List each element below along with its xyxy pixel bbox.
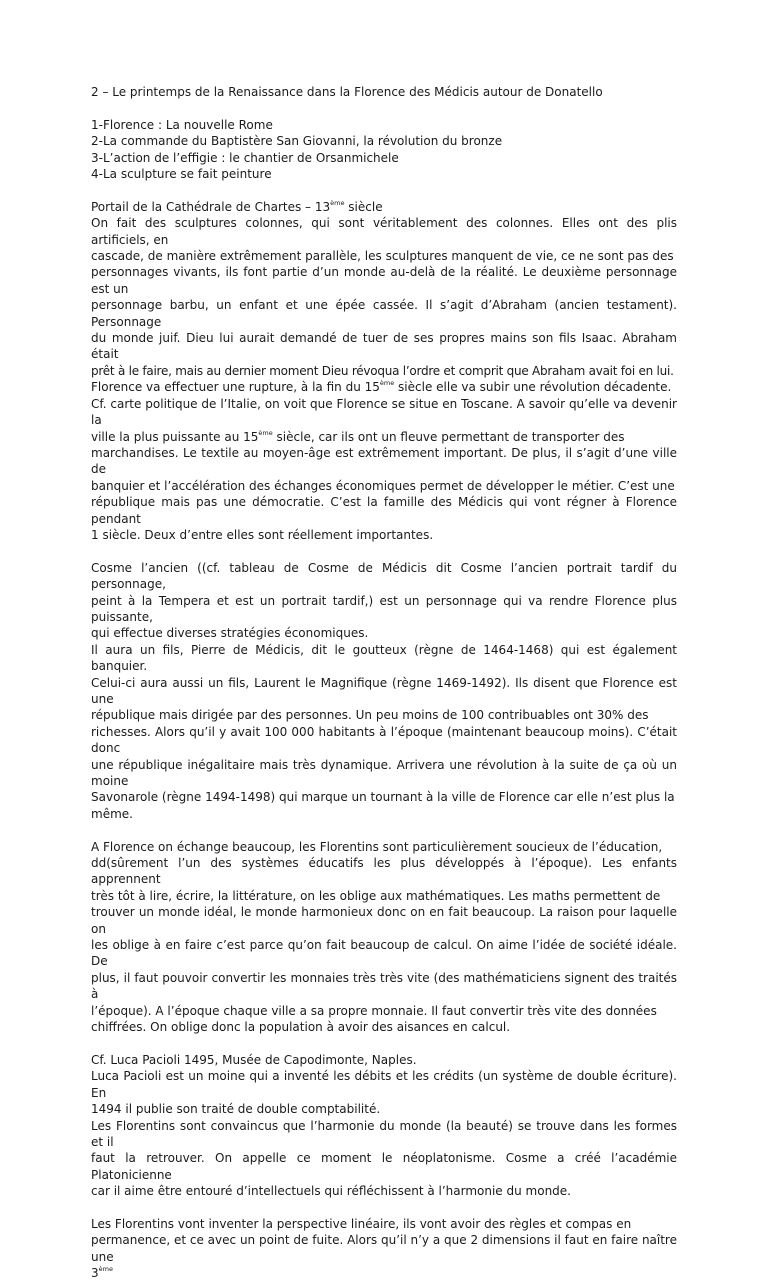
text-line: Cf. carte politique de l’Italie, on voit que Florence se situe en Toscane. A savoir qu’elle va devenir la — [91, 396, 677, 428]
text-line: république mais dirigée par des personnes. Un peu moins de 100 contribuables ont 30% des — [91, 708, 649, 723]
document-page — [91, 84, 677, 1282]
text-line: dd(sûrement l’un des systèmes éducatifs les plus développés à l’époque). Les enfants apprennent — [91, 856, 677, 887]
paragraph-neoplatonisme — [91, 1118, 677, 1200]
outline-item: 1-Florence : La nouvelle Rome — [91, 117, 273, 132]
outline-item: 2-La commande du Baptistère San Giovanni, la révolution du bronze — [91, 134, 503, 149]
text-line: 1494 il publie son traité de double comptabilité. — [91, 1102, 381, 1117]
text-line: qui effectue diverses stratégies économiques. — [91, 626, 369, 641]
paragraph-carte-politique — [91, 396, 677, 544]
text-line: trouver un monde idéal, le monde harmonieux donc on en fait beaucoup. La raison pour laquelle on — [91, 905, 677, 936]
text-line: république mais pas une démocratie. C’est la famille des Médicis qui vont régner à Florence pendant — [91, 495, 677, 526]
text-line: On fait des sculptures colonnes, qui sont véritablement des colonnes. Elles ont des plis artificiels, en — [91, 216, 677, 247]
text-line: Savonarole (règne 1494-1498) qui marque un tournant à la ville de Florence car elle n’est plus la — [91, 790, 675, 805]
document-heading: 2 – Le printemps de la Renaissance dans la Florence des Médicis autour de Donatello — [91, 85, 603, 99]
text-line: prêt à le faire, mais au dernier moment Dieu révoqua l’ordre et comprit que Abraham avait foi en lui. — [91, 363, 674, 378]
outline-item: 4-La sculpture se fait peinture — [91, 167, 272, 182]
text-line: chiffrées. On oblige donc la population à avoir des aisances en calcul. — [91, 1020, 511, 1035]
text-line: peint à la Tempera et est un portrait tardif,) est un personnage qui va rendre Florence plus puissante, — [91, 593, 677, 624]
text-line: personnages vivants, ils font partie d’un monde au-delà de la réalité. Le deuxième personnage est un — [91, 265, 677, 296]
outline-item: 3-L’action de l’effigie : le chantier de Orsanmichele — [91, 150, 399, 165]
text-line: l’époque). A l’époque chaque ville a sa propre monnaie. Il faut convertir très vite des données — [91, 1003, 657, 1018]
paragraph-medicis — [91, 642, 677, 822]
text-line: plus, il faut pouvoir convertir les monnaies très très vite (des mathématiciens signent des traités à — [91, 970, 677, 1002]
paragraph-portail — [91, 215, 677, 379]
reference-pacioli: Cf. Luca Pacioli 1495, Musée de Capodimonte, Naples. — [91, 1052, 417, 1067]
text-line: Les Florentins sont convaincus que l’harmonie du monde (la beauté) se trouve dans les formes et il — [91, 1118, 677, 1149]
paragraph-cosme — [91, 560, 677, 642]
text-line: banquier et l’accélération des échanges économiques permet de développer le métier. C’est une — [91, 478, 675, 493]
text-line: faut la retrouver. On appelle ce moment le néoplatonisme. Cosme a créé l’académie Platonicienne — [91, 1151, 677, 1182]
paragraph-perspective — [91, 1216, 677, 1282]
text-line: Celui-ci aura aussi un fils, Laurent le Magnifique (règne 1469-1492). Ils disent que Florence est une — [91, 675, 677, 706]
text-line: richesses. Alors qu’il y avait 100 000 habitants à l’époque (maintenant beaucoup moins). C’était donc — [91, 724, 677, 756]
paragraph-rupture: Florence va effectuer une rupture, à la fin du 15ème siècle elle va subir une révolution décadente. — [91, 379, 672, 395]
text-line: très tôt à lire, écrire, la littérature, on les oblige aux mathématiques. Les maths permettent de — [91, 888, 661, 903]
text-line: personnage barbu, un enfant et une épée cassée. Il s’agit d’Abraham (ancien testament). Personnage — [91, 298, 677, 329]
paragraph-pacioli — [91, 1068, 677, 1117]
text-line: ville la plus puissante au 15ème siècle, car ils ont un fleuve permettant de transporter des — [91, 428, 625, 444]
section-title-portail: Portail de la Cathédrale de Chartes – 13ème siècle — [91, 198, 383, 214]
text-line: une république inégalitaire mais très dynamique. Arrivera une révolution à la suite de ça où un moine — [91, 757, 677, 789]
text-line: A Florence on échange beaucoup, les Florentins sont particulièrement soucieux de l’éducation, — [91, 839, 663, 854]
text-line: permanence, et ce avec un point de fuite. Alors qu’il n’y a que 2 dimensions il faut en faire naître une — [91, 1233, 677, 1264]
text-line: cascade, de manière extrêmement parallèle, les sculptures manquent de vie, ce ne sont pas des — [91, 249, 674, 264]
text-line: les oblige à en faire c’est parce qu’on fait beaucoup de calcul. On aime l’idée de société idéale. De — [91, 938, 677, 969]
text-line: 1 siècle. Deux d’entre elles sont réellement importantes. — [91, 527, 434, 542]
text-line: Les Florentins vont inventer la perspective linéaire, ils vont avoir des règles et compas en — [91, 1216, 632, 1231]
text-line: Cosme l’ancien ((cf. tableau de Cosme de Médicis dit Cosme l’ancien portrait tardif du personnage, — [91, 560, 677, 592]
text-line: Luca Pacioli est un moine qui a inventé les débits et les crédits (un système de double écriture). En — [91, 1069, 677, 1100]
text-line: 3ème — [91, 1265, 113, 1281]
paragraph-education — [91, 839, 677, 1036]
text-line: marchandises. Le textile au moyen-âge est extrêmement important. De plus, il s’agit d’une ville de — [91, 445, 677, 477]
text-line: car il aime être entouré d’intellectuels qui réfléchissent à l’harmonie du monde. — [91, 1184, 571, 1199]
outline-list — [91, 117, 677, 183]
text-line: du monde juif. Dieu lui aurait demandé de tuer de ses propres mains son fils Isaac. Abraham était — [91, 331, 677, 362]
text-line: Il aura un fils, Pierre de Médicis, dit le goutteux (règne de 1464-1468) qui est également banquier. — [91, 642, 677, 674]
text-line: même. — [91, 806, 133, 821]
